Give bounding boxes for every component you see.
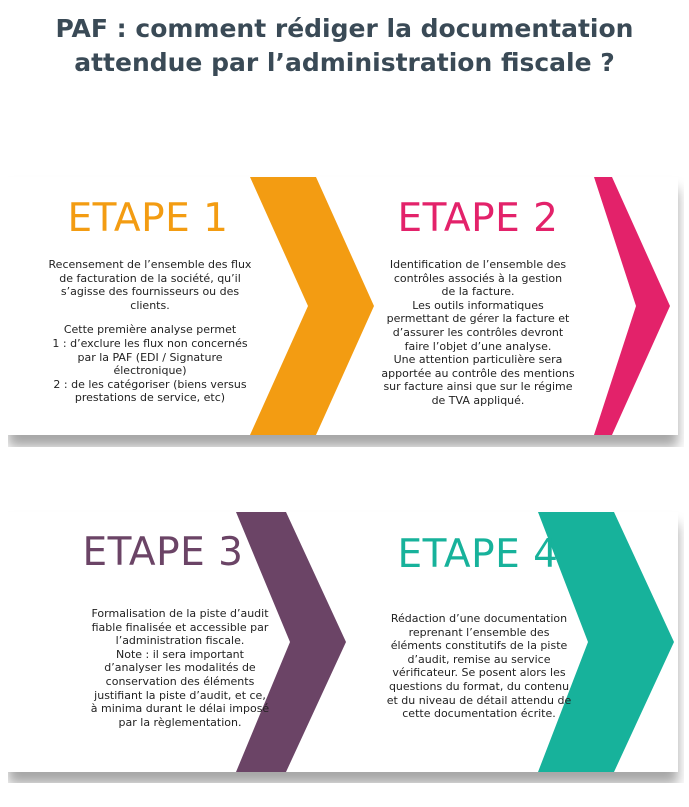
step-3-line: l’administration fiscale. xyxy=(115,634,245,648)
step-2-line: apportée au contrôle des mentions xyxy=(381,366,575,380)
step-4-line: questions du format, du contenu xyxy=(388,679,570,693)
step-3-description xyxy=(70,607,290,729)
title-line-2: attendue par l’administration fiscale ? xyxy=(74,48,615,77)
step-4-line: et du niveau de détail attendu de xyxy=(386,693,572,707)
step-3-line: Note : il sera important xyxy=(116,647,244,661)
step-2-line: de la facture. xyxy=(441,285,515,299)
step-1-title: ETAPE 1 xyxy=(67,196,229,241)
step-1-description xyxy=(30,258,270,405)
step-3-line: justifiant la piste d’audit, et ce, xyxy=(94,688,266,702)
step-2-line: Identification de l’ensemble des xyxy=(389,258,567,271)
step-1-line: 1 : d’exclure les flux non concernés xyxy=(52,336,248,350)
steps-row-2 xyxy=(8,508,684,783)
step-1-line: prestations de service, etc) xyxy=(74,391,226,405)
step-1-line: 2 : de les catégoriser (biens versus xyxy=(53,377,247,391)
step-4-line: cette documentation écrite. xyxy=(402,707,556,721)
step-2-line: permettant de gérer la facture et xyxy=(386,312,570,326)
step-4-title: ETAPE 4 xyxy=(397,532,559,577)
step-4-line: reprenant l’ensemble des xyxy=(408,625,550,639)
step-3-title: ETAPE 3 xyxy=(82,530,244,575)
step-2-description xyxy=(358,258,598,408)
step-2-line: Les outils informatiques xyxy=(412,298,544,312)
step-2-line: faire l’objet d’une analyse. xyxy=(404,339,552,353)
step-3-line: Formalisation de la piste d’audit xyxy=(91,607,269,620)
step-4-description xyxy=(364,612,594,721)
step-4-line: éléments constitutifs de la piste xyxy=(390,639,568,653)
step-2-line: d’assurer les contrôles devront xyxy=(392,325,564,339)
step-1-gap xyxy=(30,312,270,323)
step-1-line: s’agisse des fournisseurs ou des xyxy=(60,285,240,299)
steps-row-1 xyxy=(8,172,684,447)
step-4-line: Rédaction d’une documentation xyxy=(390,612,568,625)
title-line-1: PAF : comment rédiger la documentation xyxy=(55,14,634,43)
step-1-line: clients. xyxy=(130,298,170,312)
step-2-line: sur facture ainsi que sur le régime xyxy=(383,380,573,394)
step-3-line: conservation des éléments xyxy=(105,674,255,688)
page-title xyxy=(0,12,689,80)
step-2-title: ETAPE 2 xyxy=(397,196,559,241)
step-4-line: d’audit, remise au service xyxy=(407,652,551,666)
step-2-line: Une attention particulière sera xyxy=(393,353,563,367)
step-1-line: par la PAF (EDI / Signature xyxy=(77,350,223,364)
step-2-line: contrôles associés à la gestion xyxy=(393,271,563,285)
step-3-line: fiable finalisée et accessible par xyxy=(91,620,269,634)
step-1-line: électronique) xyxy=(113,364,187,378)
step-1-line: de facturation de la société, qu’il xyxy=(59,271,241,285)
step-4-line: vérificateur. Se posent alors les xyxy=(392,666,566,680)
step-3-line: à minima durant le délai imposé xyxy=(90,702,270,716)
step-3-line: par la règlementation. xyxy=(118,715,242,729)
step-1-line: Cette première analyse permet xyxy=(63,323,237,337)
step-1-line: Recensement de l’ensemble des flux xyxy=(48,258,252,271)
step-2-line: de TVA appliqué. xyxy=(431,393,525,407)
step-3-line: d’analyser les modalités de xyxy=(104,661,256,675)
